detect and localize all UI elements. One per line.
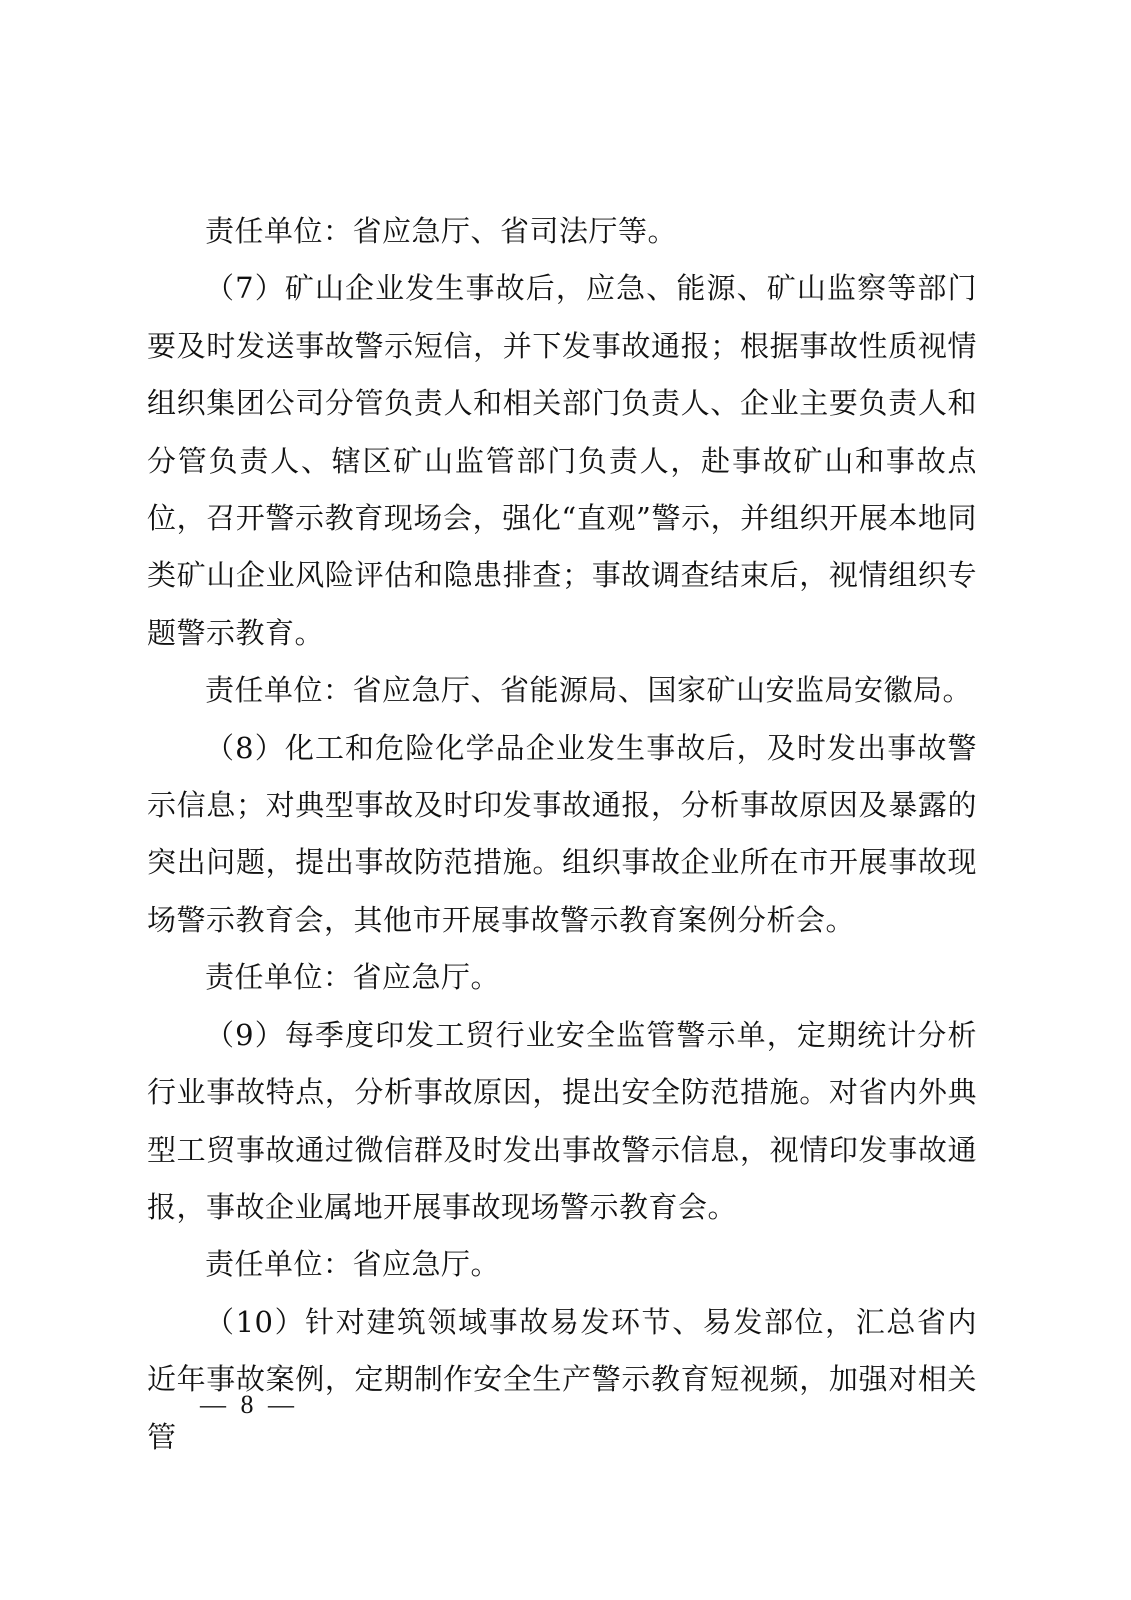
- item-7-paragraph: （7）矿山企业发生事故后，应急、能源、矿山监察等部门要及时发送事故警示短信，并下发事故通报；根据事故性质视情组织集团公司分管负责人和相关部门负责人、企业主要负责人和分管负责人、辖区矿山监管部门负责人，赴事故矿山和事故点位，召开警示教育现场会，强化“直观”警示，并组织开展本地同类矿山企业风险评估和隐患排查；事故调查结束后，视情组织专题警示教育。: [147, 271, 977, 650]
- item-8-paragraph: （8）化工和危险化学品企业发生事故后，及时发出事故警示信息；对典型事故及时印发事故通报，分析事故原因及暴露的突出问题，提出事故防范措施。组织事故企业所在市开展事故现场警示教育会，其他市开展事故警示教育案例分析会。: [147, 730, 977, 937]
- item-10-paragraph: （10）针对建筑领域事故易发环节、易发部位，汇总省内近年事故案例，定期制作安全生产警示教育短视频，加强对相关管: [147, 1304, 977, 1454]
- responsibility-paragraph: 责任单位：省应急厅、省能源局、国家矿山安监局安徽局。: [205, 673, 973, 708]
- responsibility-paragraph: 责任单位：省应急厅、省司法厅等。: [205, 214, 678, 248]
- responsibility-paragraph: 责任单位：省应急厅。: [205, 1247, 501, 1282]
- page-number: — 8 —: [200, 1390, 298, 1419]
- document-body: [147, 203, 977, 1466]
- item-9-paragraph: （9）每季度印发工贸行业安全监管警示单，定期统计分析行业事故特点，分析事故原因，提出安全防范措施。对省内外典型工贸事故通过微信群及时发出事故警示信息，视情印发事故通报，事故企业属地开展事故现场警示教育会。: [147, 1017, 977, 1224]
- responsibility-paragraph: 责任单位：省应急厅。: [205, 960, 501, 995]
